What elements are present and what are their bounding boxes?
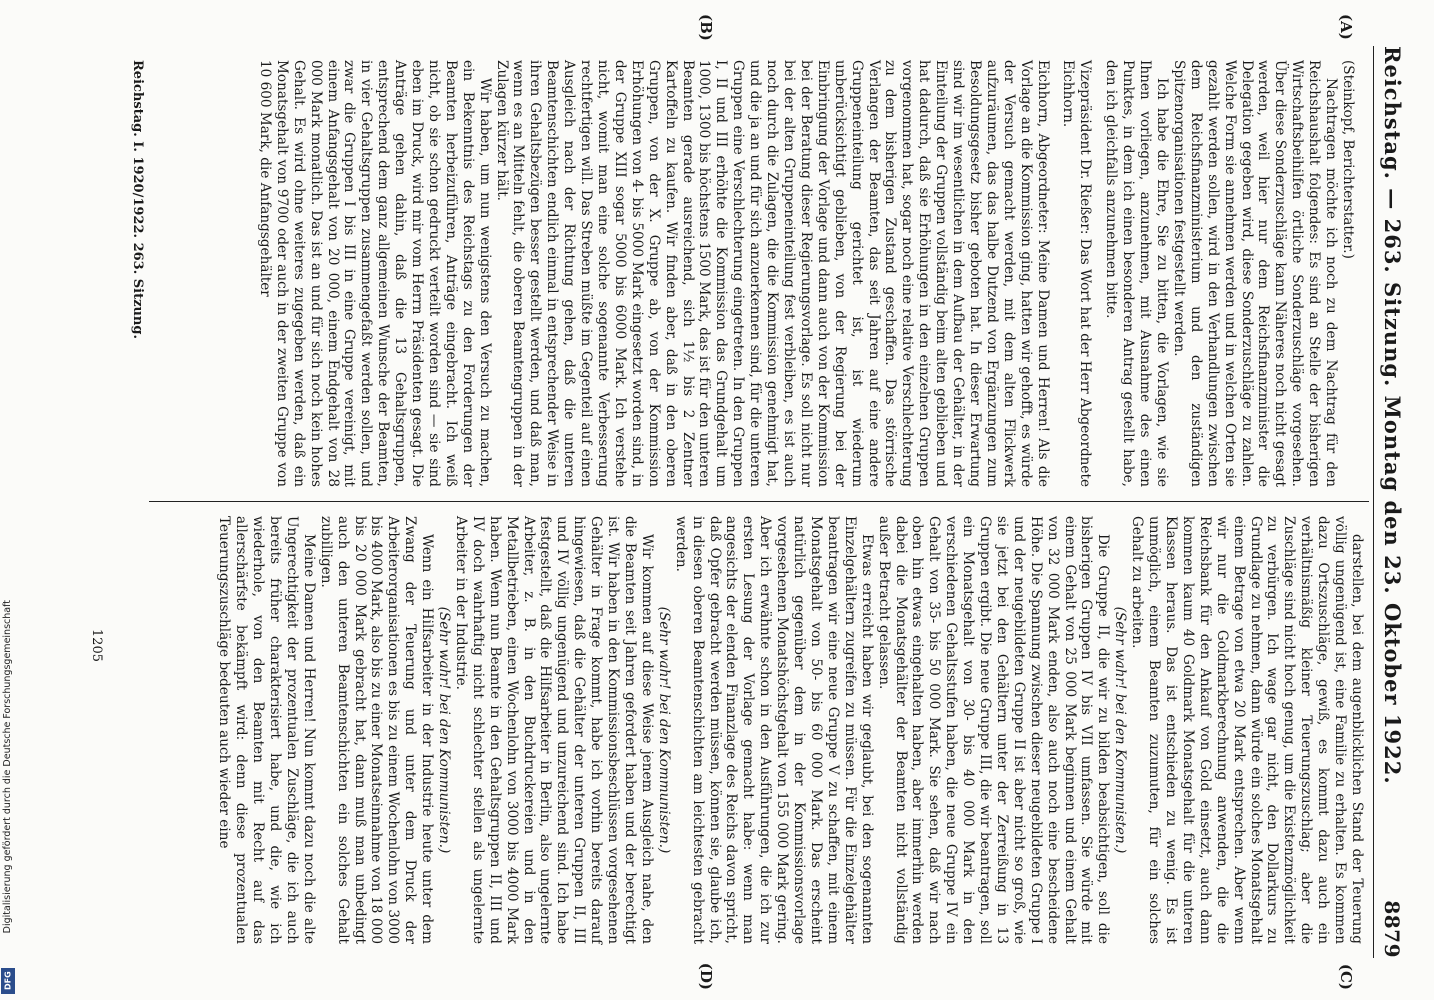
page-header <box>1373 46 1405 958</box>
page-footer: Reichstag. I. 1920/1922. 263. Sitzung. <box>130 60 145 339</box>
body-paragraph: Wenn ein Hilfsarbeiter in der Industrie heute unter dem Zwang der Teuerung und unter dem Druck der Arbeiterorganisationen es bis zu einem Wochenlohn von 3000 bis 4000 Mark, also bis zu einer Monatseinnahme von 18 000 bis 20 000 Mark gebracht hat, dann muß man unbedingt auch den unteren Beamtenschichten ein solches Gehalt zubilligen. <box>317 516 436 944</box>
interjection: (Sehr wahr! bei den Kommunisten.) <box>1112 606 1129 854</box>
two-column-body <box>149 46 1369 958</box>
interjection: (Sehr wahr! bei den Kommunisten.) <box>436 606 453 854</box>
body-paragraph: Die Gruppe II, die wir zu bilden beabsichtigen, soll die bisherigen Gruppen IV bis VII umfassen. Sie würde mit einem Gehalt von 25 000 Mark beginnen und einem Gehalt von 32 000 Mark enden, also auch noch eine bescheidene Höhe. Die Spannung zwischen dieser neugebildeten Gruppe I und der neugebildeten Gruppe II ist aber nicht so groß, wie sie jetzt bei den Gehältern unter der Zerreißung in 13 Gruppen ergibt. Die neue Gruppe III, die wir beantragen, soll ein Monatsgehalt von 30- bis 40 000 Mark in den verschiedenen Gehaltsstufen haben, die neue Gruppe IV ein Gehalt von 35- bis 50 000 Mark. Sie sehen, daß wir nach oben hin etwas eingehalten haben, aber immerhin werden dabei die Monatsgehälter der Beamten nicht vollständig außer Betracht gelassen. <box>875 516 1112 944</box>
header-page-number: 8879 <box>1380 900 1404 958</box>
dfg-logo: DFG <box>1 968 15 994</box>
right-column <box>149 502 1369 958</box>
speaker-paragraph: Eichhorn, Abgeordneter: Meine Damen und Herren! Als die Vorlage an die Kommission ging, hatten wir gehofft, es würde der Versuch gemacht werden, mit dem alten Flickwerk aufzuräumen, das das halbe Dutzend von Ergänzungen zum Besoldungsgesetz bisher geboten hat. In dieser Erwartung sind wir im wesentlichen in dem Aufbau der Gehälter, in der Einteilung der Gruppen vollständig beim alten geblieben und hat dadurch, daß sie Erhöhungen in den einzelnen Gruppen vorgenommen hat, sogar noch eine relative Verschlechterung zu dem bisherigen Zustand geschaffen. Das störrische Verlangen der Beamten, das seit Jahren auf eine andere Gruppeneinteilung gerichtet ist, ist wiederum unberücksichtigt geblieben, von der Regierung bei der Einbringung der Vorlage und dann auch von der Kommission bei der Beratung dieser Regierungsvorlage. Es soll nicht nur bei der alten Gruppeneinteilung fest verbleiben, es ist auch noch durch die Zulagen, die die Kommission genehmigt hat, und die ja an und für sich anzuerkennen sind, für die unteren Gruppen eine Verschlechterung eingetreten. In den Gruppen I, II und III erhöhte die Kommission das Grundgehalt um 1000, 1300 bis höchstens 1500 Mark, das ist für den unteren Beamten gerade ausreichend, sich 1½ bis 2 Zentner Kartoffeln zu kaufen. Wir finden aber, daß in den oberen Gruppen, von der X. Gruppe ab, von der Kommission Erhöhungen von 4- bis 5000 Mark eingesetzt worden sind, in der Gruppe XIII sogar 5000 bis 6000 Mark. Ich verstehe nicht, womit man eine solche sogenannte Verbesserung rechtfertigen will. Das Streben müßte im Gegenteil auf einen Ausgleich nach der Richtung gehen, daß die unteren Beamtenschichten endlich einmal in entsprechender Weise in ihren Gehaltsbezügen besser gestellt werden, und daß man, wenn es an Mitteln fehlt, die oberen Beamtengruppen in der Zulagen kürzer hält. <box>493 60 1051 487</box>
header-title: Reichstag. — 263. Sitzung. Montag den 23. Oktober 1922. <box>1380 46 1405 785</box>
margin-letter-d: (D) <box>697 962 715 990</box>
body-paragraph: darstellen, bei dem augenblicklichen Stand der Teuerung völlig ungenügend ist, eine Familie zu erhalten. Es kommen dazu Ortszuschläge, gewiß, es kommt dazu auch ein verhältnismäßig kleiner Teuerungszuschlag; aber die Zuschläge sind nicht hoch genug, um die Existenzmöglichkeit zu verbürgen. Ich wage gar nicht, den Dollarkurs zu Grundlage zu nehmen, dann würde ein solches Monatsgehalt einem Betrage von etwa 20 Mark entsprechen. Aber wenn wir nur die Goldmarkberechnung anwenden, die die Reichsbank für den Ankauf von Gold einsetzt, auch dann kommen kaum 40 Goldmark Monatsgehalt für die unteren Klassen heraus. Das ist entschieden zu wenig. Es ist unmöglich, einem Beamten zuzumuten, für ein solches Gehalt zu arbeiten. <box>1129 516 1365 944</box>
margin-letter-c: (C) <box>1337 963 1355 990</box>
body-paragraph: Ich habe die Ehre, Sie zu bitten, die Vorlagen, wie sie Ihnen vorliegen, anzunehmen, mit Ausnahme des einen Punktes, in dem ich einen besonderen Antrag gestellt habe, den ich gleichfalls anzunehmen bitte. <box>1103 60 1171 487</box>
rotated-page <box>85 12 1415 992</box>
body-paragraph: Meine Damen und Herren! Nun kommt dazu noch die alte Ungerechtigkeit der prozentualen Zuschläge, die ich auch bereits früher charakterisiert habe, und die, wie ich wiederhole, von den Beamten mit Recht auf das allerschärfste bekämpft wird: denn diese prozentualen Teuerungszuschläge bedeuten auch wieder eine <box>216 516 317 944</box>
margin-letter-b: (B) <box>697 14 715 41</box>
interjection: (Sehr wahr! bei den Kommunisten.) <box>655 606 672 854</box>
body-paragraph: Wir haben, um nun wenigstens den Versuch zu machen, ein Bekenntnis des Reichstags zu den Forderungen der Beamten herbeizuführen, Anträge eingebracht. Ich weiß nicht, ob sie schon gedruckt verteilt worden sind — sie sind eben im Druck, wird mir vom Herrn Präsidenten gesagt. Die Anträge gehen dahin, daß die 13 Gehaltsgruppen, entsprechend dem ganz allgemeinen Wunsche der Beamten, in vier Gehaltsgruppen zusammengefaßt werden sollen, und zwar die Gruppen I bis III in eine Gruppe vereinigt, mit einem Anfangsgehalt von 20 000, einem Endgehalt von 28 000 Mark monatlich. Das ist an und für sich noch kein hohes Gehalt. Es wird ohne weiteres zugegeben werden, daß ein Monatsgehalt von 9700 oder auch in der zweiten Gruppe von 10 600 Mark, die Anfangsgehälter <box>256 60 493 487</box>
speaker-paragraph: Vizepräsident Dr. Rießer: Das Wort hat der Herr Abgeordnete Eichhorn. <box>1060 60 1094 487</box>
margin-letter-a: (A) <box>1337 14 1355 40</box>
speaker-paragraph: (Steinkopf, Berichterstatter.) <box>1340 60 1356 259</box>
bottom-page-number: 1205 <box>89 628 104 662</box>
digitization-credit: Digitalisierung gefördert durch die Deutsche Forschungsgemeinschaft <box>2 600 13 934</box>
left-column <box>149 46 1369 502</box>
body-paragraph: Wir kommen auf diese Weise jenem Ausgleich nahe, den die Beamten seit Jahren gefordert haben und der berechtigt ist. Wir haben in den Kommissionsbeschlüssen vorgesehenen Gehälter in Frage kommt, habe ich vorhin bereits darauf hingewiesen, daß die Gehälter der unteren Gruppen II, III und IV völlig ungenügend und unzureichend sind. Ich habe festgestellt, daß die Hilfsarbeiter in Berlin, also ungelernte Arbeiter, z. B. in den Buchdruckereien und in den Metallbetrieben, einen Wochenlohn von 3000 bis 4000 Mark haben. Wenn nun Beamte in den Gehaltsgruppen II, III und IV doch wahrhaftig nicht schlechter stellen als ungelernte Arbeiter in der Industrie. <box>452 516 655 944</box>
body-paragraph: Nachtragen möchte ich noch zu dem Nachtrag für den Reichshaushalt folgendes: Es sind an Stelle der bisherigen Wirtschaftsbeihilfen örtliche Sonderzuschläge vorgesehen. Über diese Sonderzuschläge kann Näheres noch nicht gesagt werden, weil hier nur dem Reichsfinanzminister die Delegation gegeben wird, diese Sonderzuschläge zu zahlen. Welche Form sie annehmen werden und in welchen Orten sie gezahlt werden sollen, wird in den Verhandlungen zwischen dem Reichsfinanzministerium und den zuständigen Spitzenorganisationen festgestellt werden. <box>1170 60 1340 487</box>
body-paragraph: Etwas erreicht haben wir geglaubt, bei den sogenannten Einzelgehältern zugreifen zu müssen. Für die Einzelgehälter beantragen wir eine neue Gruppe V zu schaffen, mit einem Monatsgehalt von 50- bis 60 000 Mark. Das erscheint natürlich gegenüber dem in der Kommissionsvorlage vorgesehenen Monatshöchstgehalt von 155 000 Mark gering. Aber ich erwähnte schon in den Ausführungen, die ich zur ersten Lesung der Vorlage gemacht habe: wenn man angesichts der elenden Finanzlage des Reichs davon spricht, daß Opfer gebracht werden müssen, können sie, glaube ich, in diesen oberen Beamtenschichten am leichtesten gebracht werden. <box>672 516 875 944</box>
